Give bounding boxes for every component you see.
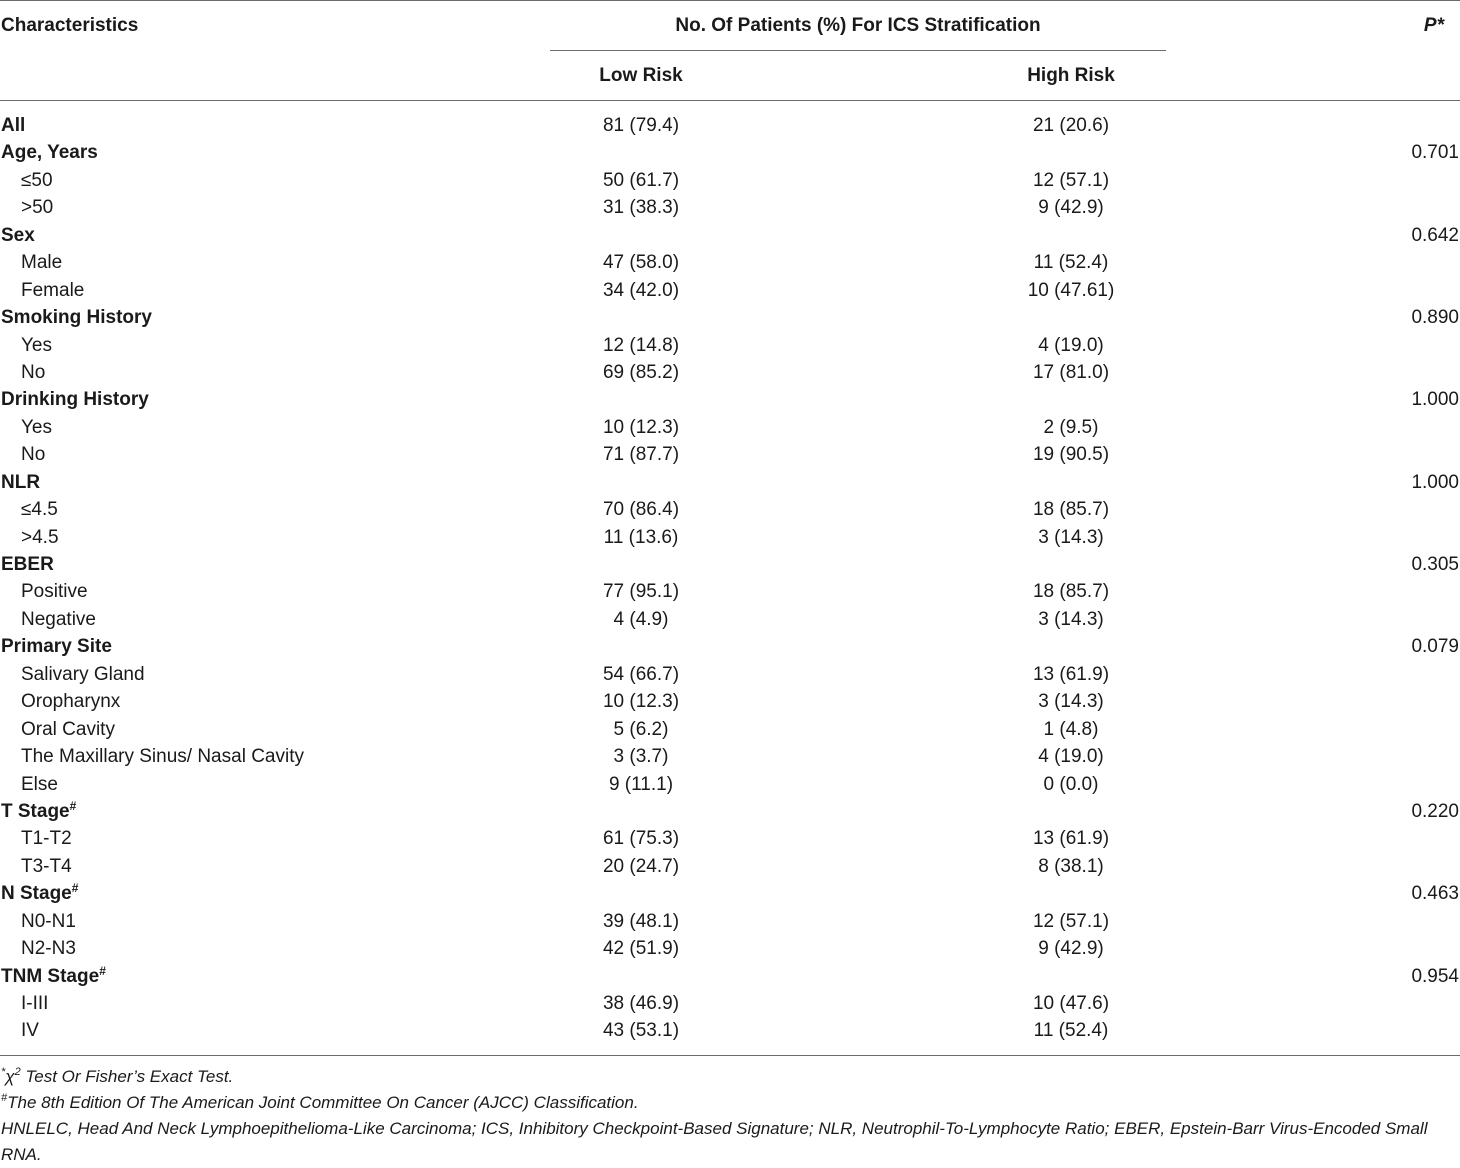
- table-row: [0, 661, 1460, 688]
- low-risk-cell: 47 (58.0): [602, 252, 680, 274]
- row-label: [1, 139, 98, 166]
- row-label: [21, 771, 58, 798]
- high-risk-cell: 3 (14.3): [1038, 526, 1104, 548]
- high-risk-cell: 13 (61.9): [1032, 663, 1110, 685]
- footnote-test: [1, 1064, 1459, 1090]
- category-row: [0, 633, 1460, 660]
- row-label-text: Positive: [21, 581, 88, 603]
- p-value-cell: 0.463: [1411, 883, 1459, 905]
- category-row: [0, 469, 1460, 496]
- table-row: [0, 249, 1460, 276]
- footnote-chi: χ: [5, 1067, 15, 1086]
- table-row: [0, 1017, 1460, 1044]
- row-label-text: T1-T2: [21, 828, 72, 850]
- row-label-text: T Stage: [1, 800, 70, 822]
- row-label-text: Primary Site: [1, 636, 112, 658]
- high-risk-cell: 4 (19.0): [1038, 334, 1104, 356]
- row-label: [21, 688, 120, 715]
- table-row: [0, 771, 1460, 798]
- low-risk-cell: 9 (11.1): [608, 773, 674, 795]
- row-label-text: TNM Stage: [1, 965, 100, 987]
- row-label: [21, 332, 52, 359]
- row-label: [21, 441, 45, 468]
- table-row: [0, 414, 1460, 441]
- row-label: [21, 908, 76, 935]
- p-value-cell: 0.954: [1411, 965, 1459, 987]
- row-label: [21, 578, 88, 605]
- low-risk-cell: 71 (87.7): [602, 444, 680, 466]
- footnote-mark: #: [99, 963, 106, 978]
- low-risk-cell: 39 (48.1): [602, 910, 680, 932]
- low-risk-cell: 69 (85.2): [602, 361, 680, 383]
- row-label-text: Drinking History: [1, 389, 149, 411]
- row-label: [21, 1017, 39, 1044]
- header-high-risk: High Risk: [1027, 65, 1115, 86]
- row-label-text: T3-T4: [21, 855, 72, 877]
- row-label-text: IV: [21, 1020, 39, 1042]
- row-label-text: N Stage: [1, 883, 72, 905]
- bottom-rule: [0, 1055, 1460, 1056]
- row-label: [21, 935, 76, 962]
- header-group: No. Of Patients (%) For ICS Stratification: [675, 15, 1041, 36]
- row-label: [1, 551, 54, 578]
- low-risk-cell: 5 (6.2): [613, 718, 669, 740]
- footnote-test-text: Test Or Fisher’s Exact Test.: [20, 1067, 234, 1086]
- table-row: [0, 825, 1460, 852]
- row-label-text: Negative: [21, 608, 96, 630]
- row-label-text: No: [21, 361, 46, 383]
- low-risk-cell: 81 (79.4): [602, 115, 680, 136]
- row-label: [1, 386, 149, 413]
- p-value-cell: 1.000: [1411, 389, 1459, 411]
- high-risk-cell: 3 (14.3): [1038, 608, 1104, 630]
- row-label-text: NLR: [1, 471, 41, 493]
- footnote-ajcc: [1, 1090, 1459, 1116]
- category-row: [0, 880, 1460, 907]
- low-risk-cell: 77 (95.1): [602, 581, 680, 603]
- high-risk-cell: 21 (20.6): [1032, 115, 1110, 136]
- top-rule: [0, 0, 1460, 1]
- row-label: [1, 798, 76, 825]
- row-label: [1, 880, 78, 907]
- row-label-text: Male: [21, 252, 63, 274]
- high-risk-cell: 17 (81.0): [1032, 361, 1110, 383]
- low-risk-cell: 3 (3.7): [613, 746, 669, 768]
- table-row: [0, 990, 1460, 1017]
- table-row: [0, 935, 1460, 962]
- row-label: [1, 304, 152, 331]
- high-risk-cell: 1 (4.8): [1043, 718, 1099, 740]
- high-risk-cell: 12 (57.1): [1032, 910, 1110, 932]
- category-row: [0, 963, 1460, 990]
- header-characteristics: Characteristics: [1, 15, 139, 36]
- table-row: [0, 688, 1460, 715]
- table-row: [0, 606, 1460, 633]
- row-label: [21, 661, 145, 688]
- row-label-text: >4.5: [21, 526, 59, 548]
- row-label: [21, 167, 53, 194]
- row-label: [21, 194, 53, 221]
- table-row: [0, 167, 1460, 194]
- p-value-cell: 0.701: [1411, 142, 1459, 164]
- footnotes: [1, 1064, 1459, 1168]
- row-label-text: Yes: [21, 334, 52, 356]
- row-label: [21, 524, 59, 551]
- footnote-ajcc-text: The 8th Edition Of The American Joint Committee On Cancer (AJCC) Classification.: [7, 1093, 639, 1112]
- high-risk-cell: 18 (85.7): [1032, 581, 1110, 603]
- high-risk-cell: 2 (9.5): [1043, 416, 1099, 438]
- row-label-text: EBER: [1, 554, 54, 575]
- footnote-mark: #: [69, 798, 77, 813]
- row-label: [1, 222, 35, 249]
- row-label-text: Oral Cavity: [21, 718, 115, 740]
- high-risk-cell: 3 (14.3): [1038, 691, 1104, 713]
- table-row: [0, 908, 1460, 935]
- p-value-cell: 1.000: [1411, 471, 1459, 493]
- group-rule: [550, 50, 1166, 51]
- high-risk-cell: 10 (47.6): [1032, 993, 1110, 1014]
- row-label-text: Sex: [1, 224, 35, 246]
- row-label: [21, 853, 72, 880]
- table-row: [0, 441, 1460, 468]
- row-label-text: I-III: [21, 993, 49, 1014]
- category-row: [0, 798, 1460, 825]
- table-row: [0, 496, 1460, 523]
- low-risk-cell: 11 (13.6): [603, 526, 679, 548]
- low-risk-cell: 38 (46.9): [602, 993, 680, 1014]
- low-risk-cell: 4 (4.9): [613, 608, 669, 630]
- table-body: [0, 112, 1460, 1045]
- row-label-text: No: [21, 444, 46, 466]
- row-label: [21, 716, 115, 743]
- row-label: [1, 633, 112, 660]
- p-value-cell: 0.079: [1411, 636, 1459, 658]
- low-risk-cell: 50 (61.7): [602, 169, 680, 191]
- table-row: [0, 853, 1460, 880]
- low-risk-cell: 43 (53.1): [602, 1020, 680, 1042]
- low-risk-cell: 10 (12.3): [602, 691, 680, 713]
- row-label-text: ≤50: [21, 169, 53, 191]
- row-label: [21, 743, 304, 770]
- row-label-text: Smoking History: [1, 307, 152, 329]
- table-row: [0, 716, 1460, 743]
- header-p-value: P*: [1423, 15, 1444, 36]
- row-label: [21, 414, 52, 441]
- header-low-risk: Low Risk: [599, 65, 683, 86]
- row-label-text: Female: [21, 279, 85, 301]
- low-risk-cell: 10 (12.3): [602, 416, 680, 438]
- row-label: [21, 825, 72, 852]
- row-label-text: Age, Years: [1, 142, 98, 164]
- high-risk-cell: 8 (38.1): [1038, 855, 1104, 877]
- row-label: [21, 496, 58, 523]
- high-risk-cell: 0 (0.0): [1043, 773, 1099, 795]
- row-label: [1, 963, 106, 990]
- footnote-mark-hash: #: [1, 1092, 8, 1104]
- row-label: [21, 990, 48, 1017]
- category-row: [0, 139, 1460, 166]
- table-row: [0, 332, 1460, 359]
- low-risk-cell: 31 (38.3): [602, 197, 680, 219]
- row-label: [1, 112, 25, 139]
- high-risk-cell: 19 (90.5): [1032, 444, 1110, 466]
- p-value-cell: 0.890: [1411, 307, 1459, 329]
- row-label-text: Yes: [21, 416, 52, 438]
- category-row: [0, 386, 1460, 413]
- table-row: [0, 359, 1460, 386]
- low-risk-cell: 20 (24.7): [602, 855, 680, 877]
- high-risk-cell: 9 (42.9): [1038, 938, 1104, 960]
- header-rule: [0, 100, 1460, 101]
- low-risk-cell: 61 (75.3): [602, 828, 680, 850]
- row-label-text: N0-N1: [21, 910, 76, 932]
- row-label: [21, 277, 84, 304]
- row-label: [21, 249, 62, 276]
- p-value-cell: 0.220: [1411, 800, 1459, 822]
- category-row: [0, 304, 1460, 331]
- high-risk-cell: 12 (57.1): [1032, 169, 1110, 191]
- row-label-text: Else: [21, 773, 58, 795]
- category-row: [0, 222, 1460, 249]
- p-value-cell: 0.305: [1411, 554, 1459, 575]
- row-label-text: Oropharynx: [21, 691, 121, 713]
- footnote-abbreviations: HNLELC, Head And Neck Lymphoepithelioma-Like Carcinoma; ICS, Inhibitory Checkpoint-Based Signature; NLR, Neutrophil-To-Lymphocyte Ratio; EBER, Epstein-Barr Virus-Encoded Small RNA.: [1, 1119, 1428, 1164]
- footnote-chi-exponent: 2: [14, 1066, 21, 1078]
- row-label-text: N2-N3: [21, 938, 76, 960]
- footnote-mark-asterisk: *: [1, 1066, 6, 1078]
- category-row: [0, 112, 1460, 139]
- low-risk-cell: 42 (51.9): [602, 938, 680, 960]
- category-row: [0, 551, 1460, 578]
- low-risk-cell: 70 (86.4): [602, 499, 680, 521]
- low-risk-cell: 54 (66.7): [602, 663, 680, 685]
- row-label-text: Salivary Gland: [21, 663, 145, 685]
- footnote-mark: #: [71, 881, 79, 896]
- row-label: [21, 606, 96, 633]
- table-row: [0, 194, 1460, 221]
- low-risk-cell: 12 (14.8): [602, 334, 680, 356]
- row-label-text: All: [1, 115, 26, 136]
- row-label-text: The Maxillary Sinus/ Nasal Cavity: [21, 746, 304, 768]
- high-risk-cell: 13 (61.9): [1032, 828, 1110, 850]
- row-label-text: >50: [21, 197, 54, 219]
- table-row: [0, 578, 1460, 605]
- high-risk-cell: 4 (19.0): [1038, 746, 1104, 768]
- table-row: [0, 524, 1460, 551]
- high-risk-cell: 11 (52.4): [1033, 1020, 1109, 1042]
- row-label: [21, 359, 45, 386]
- low-risk-cell: 34 (42.0): [602, 279, 680, 301]
- high-risk-cell: 11 (52.4): [1033, 252, 1109, 274]
- table-row: [0, 277, 1460, 304]
- row-label-text: ≤4.5: [21, 499, 58, 521]
- high-risk-cell: 10 (47.61): [1027, 279, 1115, 301]
- row-label: [1, 469, 40, 496]
- high-risk-cell: 9 (42.9): [1038, 197, 1104, 219]
- table-row: [0, 743, 1460, 770]
- p-value-cell: 0.642: [1411, 224, 1459, 246]
- high-risk-cell: 18 (85.7): [1032, 499, 1110, 521]
